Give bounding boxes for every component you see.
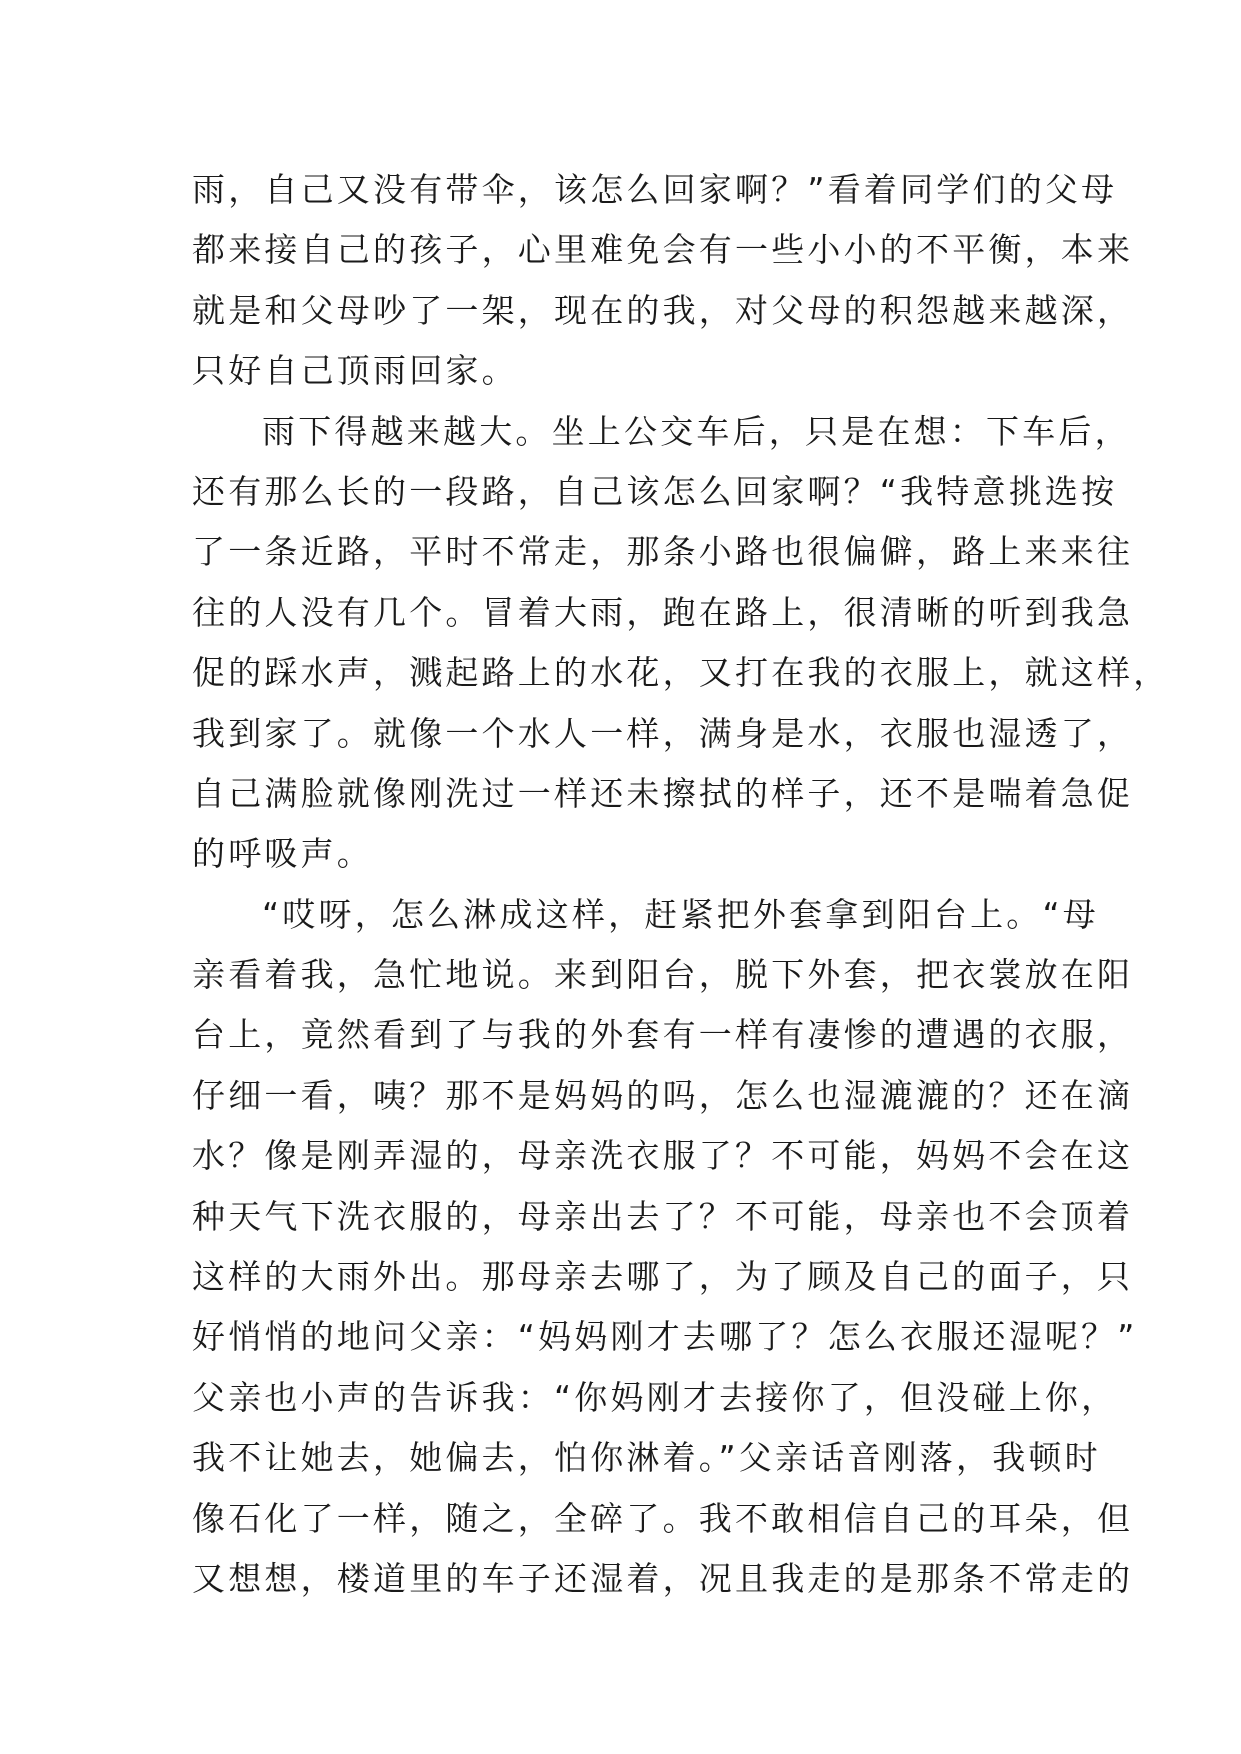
text-line: 我不让她去，她偏去，怕你淋着。”父亲话音刚落，我顿时 bbox=[192, 1438, 1101, 1478]
paragraph-first-line: “哎呀，怎么淋成这样，赶紧把外套拿到阳台上。“母 bbox=[262, 894, 1099, 934]
text-line: 还有那么长的一段路，自己该怎么回家啊？“我特意挑选按 bbox=[192, 471, 1118, 511]
text-line: 又想想，楼道里的车子还湿着，况且我走的是那条不常走的 bbox=[192, 1558, 1134, 1598]
text-line: 自己满脸就像刚洗过一样还未擦拭的样子，还不是喘着急促 bbox=[192, 773, 1134, 813]
text-line: 种天气下洗衣服的，母亲出去了？不可能，母亲也不会顶着 bbox=[192, 1196, 1134, 1236]
text-line: 只好自己顶雨回家。 bbox=[192, 351, 518, 391]
text-line: 雨，自己又没有带伞，该怎么回家啊？”看着同学们的父母 bbox=[192, 170, 1118, 209]
text-line: 仔细一看，咦？那不是妈妈的吗，怎么也湿漉漉的？还在滴 bbox=[192, 1075, 1134, 1115]
text-line: 促的踩水声，溅起路上的水花，又打在我的衣服上，就这样， bbox=[192, 653, 1170, 693]
text-line: 像石化了一样，随之，全碎了。我不敢相信自己的耳朵，但 bbox=[192, 1498, 1134, 1538]
text-line: 台上，竟然看到了与我的外套有一样有凄惨的遭遇的衣服， bbox=[192, 1015, 1134, 1055]
body-text bbox=[192, 160, 1170, 1609]
text-line: 的呼吸声。 bbox=[192, 834, 373, 874]
text-line: 好悄悄的地问父亲：“妈妈刚才去哪了？怎么衣服还湿呢？” bbox=[192, 1317, 1138, 1357]
text-line: 水？像是刚弄湿的，母亲洗衣服了？不可能，妈妈不会在这 bbox=[192, 1136, 1134, 1176]
paragraph-first-line: 雨下得越来越大。坐上公交车后，只是在想：下车后， bbox=[262, 411, 1131, 451]
text-line: 了一条近路，平时不常走，那条小路也很偏僻，路上来来往 bbox=[192, 532, 1134, 572]
text-line: 往的人没有几个。冒着大雨，跑在路上，很清晰的听到我急 bbox=[192, 592, 1134, 632]
text-line: 亲看着我，急忙地说。来到阳台，脱下外套，把衣裳放在阳 bbox=[192, 955, 1134, 995]
text-line: 就是和父母吵了一架，现在的我，对父母的积怨越来越深， bbox=[192, 290, 1134, 330]
text-line: 我到家了。就像一个水人一样，满身是水，衣服也湿透了， bbox=[192, 713, 1134, 753]
text-line: 都来接自己的孩子，心里难免会有一些小小的不平衡，本来 bbox=[192, 230, 1134, 270]
text-line: 父亲也小声的告诉我：“你妈刚才去接你了，但没碰上你， bbox=[192, 1377, 1118, 1417]
text-line: 这样的大雨外出。那母亲去哪了，为了顾及自己的面子，只 bbox=[192, 1257, 1134, 1297]
